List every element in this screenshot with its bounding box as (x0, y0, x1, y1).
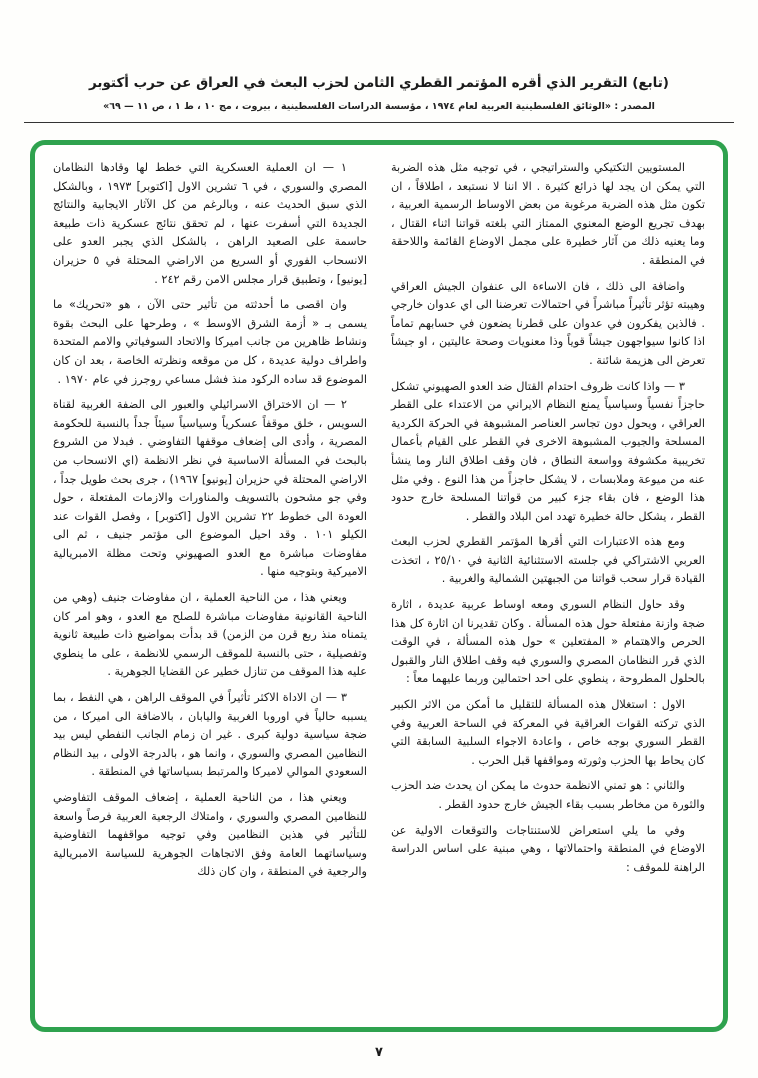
column-right (391, 159, 705, 1017)
paragraph: ٢ — ان الاختراق الاسرائيلي والعبور الى الضفة الغربية لقناة السويس ، خلق موقفاً عسكرياً وسياسياً سيئاً جداً بالنسبة للحكومة المصرية ، وأدى الى إضعاف موقفها التفاوضي . فبدلا من الشروع بالبحث في المسألة الاساسية في نظر الانظمة (اي الانسحاب من الاراضي المحتلة في حزيران [يونيو] ١٩٦٧) ، جرى بحث طويل جداً ، وفي جو مشحون بالتسويف والمناورات والازمات المفتعلة ، حول العودة الى خطوط ٢٢ تشرين الاول [اكتوبر] ، وفصل القوات عند الكيلو ١٠١ . وقد احيل الموضوع الى مؤتمر جنيف ، ثم الى مفاوضات مباشرة مع العدو الصهيوني وتحت مظلة الامبريالية الاميركية وبتوجيه منها . (53, 398, 367, 579)
text-columns (53, 159, 705, 1017)
paragraph: ٣ — واذا كانت ظروف احتدام القتال ضد العدو الصهيوني تشكل حاجزاً نفسياً وسياسياً يمنع النظام الايراني من الاعتداء على القطر العراقي ، ويحول دون تجاسر العناصر المشبوهة في الحركة الكردية المسلحة والجيوب المشبوهة الاخرى في القطر على القيام بأعمال تخريبية مكشوفة وواسعة النطاق ، فان وقف اطلاق النار وما ينشأ عنه من ميوعة وملابسات ، لا يشكل حاجزاً من هذا النوع . وفي مثل هذا الوضع ، فان بقاء جزء كبير من قواتنا المسلحة خارج حدود القطر ، يشكل حالة خطيرة تهدد امن البلاد والقطر . (391, 379, 705, 523)
paragraph: وان اقصى ما أحدثته من تأثير حتى الآن ، هو «تحريك» ما يسمى بـ « أزمة الشرق الاوسط » ، وطرحها على البحث بقوة ونشاط ظاهرين من جانب اميركا والاتحاد السوفياتي والامم المتحدة واطراف دولية عديدة ، كل من موقعه ونظرته الخاصة ، بعد ان كان الموضوع قد ساده الركود منذ فشل مساعي روجرز في عام ١٩٧٠ . (53, 298, 367, 386)
paragraph: ومع هذه الاعتبارات التي أقرها المؤتمر القطري لحزب البعث العربي الاشتراكي في جلسته الاستثنائية الثانية في ٢٥/١٠ ، اتخذت القيادة قرار سحب قواتنا من الجبهتين الشمالية والغربية . (391, 535, 705, 586)
paragraph: واضافة الى ذلك ، فان الاساءة الى عنفوان الجيش العراقي وهيبته تؤثر تأثيراً مباشراً في احتمالات تعرضنا الى اي عدوان خارجي . فالذين يفكرون في عدوان على قطرنا يضعون في حسابهم تماماً اذا كانوا سيواجهون جيشاً قوياً وذا معنويات وصحة عاليتين ، او جيشاً تعرض الى هزيمة شائنة . (391, 279, 705, 367)
paragraph: وقد حاول النظام السوري ومعه اوساط عربية عديدة ، اثارة ضجة وازنة مفتعلة حول هذه المسألة . وكان تقديرنا ان اثارة كل هذا الحرص والاهتمام « المفتعلين » حول هذه المسألة ، في الوقت الذي قرر النظامان المصري والسوري فيه وقف اطلاق النار والقبول بالحلول المطروحة ، ينطوي على احد احتمالين وربما عليهما معاً : (391, 598, 705, 686)
paragraph: ٣ — ان الاداة الاكثر تأثيراً في الموقف الراهن ، هي النفط ، بما يسببه حالياً في اوروبا الغربية واليابان ، بالاضافة الى اميركا ، من ضجة سياسية دولية كبرى . غير ان زمام الجانب النفطي ليس بيد النظامين المصري والسوري ، وانما هو ، بالدرجة الاولى ، بيد النظام السعودي الموالي لاميركا والمرتبط بسياساتها في المنطقة . (53, 691, 367, 779)
paragraph: والثاني : هو تمني الانظمة حدوث ما يمكن ان يحدث ضد الحزب والثورة من مخاطر بسبب بقاء الجيش خارج حدود القطر . (391, 779, 705, 811)
paragraph: ويعني هذا ، من الناحية العملية ، إضعاف الموقف التفاوضي للنظامين المصري والسوري ، وامتلاك الرجعية العربية فرصاً واسعة للتأثير في هذين النظامين وفي توجيه مواقفهما التفاوضية وسياساتهما العامة وفق الاتجاهات الجوهرية للسياسة الامبريالية والرجعية في المنطقة ، وان كان ذلك (53, 791, 367, 879)
paragraph: وفي ما يلي استعراض للاستنتاجات والتوقعات الاولية عن الاوضاع في المنطقة واحتمالاتها ، وهي مبنية على اساس الدراسة الراهنة للموقف : (391, 823, 705, 874)
page-title: (تابع) التقرير الذي أقره المؤتمر القطري الثامن لحزب البعث في العراق عن حرب أكتوبر (89, 75, 669, 91)
header-divider (24, 122, 734, 123)
page-number: ٧ (375, 1045, 383, 1060)
content-frame (30, 140, 728, 1032)
paragraph: المستويين التكتيكي والستراتيجي ، في توجيه مثل هذه الضربة التي يمكن ان يجد لها ذرائع كثيرة . الا اننا لا نستبعد ، اطلاقاً ، ان تكون مثل هذه الضربة مرغوبة من بعض الاوساط الرسمية العربية ، بهدف تجريع الوضع المعنوي الممتاز التي بلغته قواتنا اثناء القتال ، وما يعنيه ذلك من آثار خطيرة على مجمل الاوضاع القائمة واللاحقة في المنطقة . (391, 161, 705, 267)
paragraph: ١ — ان العملية العسكرية التي خطط لها وقادها النظامان المصري والسوري ، في ٦ تشرين الاول [اكتوبر] ١٩٧٣ ، وبالشكل الذي سبق الحديث عنه ، وبالرغم من كل الآثار الايجابية والنتائج الجديدة التي أسفرت عنها ، لم تحقق نتائج عسكرية ذات طبيعة حاسمة على الصعيد الراهن ، بالشكل الذي يجبر العدو على الانسحاب الفوري أو السريع من الاراضي المحتلة في ٥ حزيران [يونيو] ، وتطبيق قرار مجلس الامن رقم ٢٤٢ . (53, 161, 368, 286)
paragraph: الاول : استغلال هذه المسألة للتقليل ما أمكن من الاثر الكبير الذي تركته القوات العراقية في المعركة في الساحة العربية وفي القطر السوري بوجه خاص ، واعادة الاجواء السلبية السابقة التي كان يحاط بها الحزب وثورته ومواقفها قبل الحرب . (391, 698, 705, 767)
page-footer (0, 1041, 758, 1060)
paragraph: ويعني هذا ، من الناحية العملية ، ان مفاوضات جنيف (وهي من الناحية القانونية مفاوضات مباشرة للصلح مع العدو ، وهو امر كان يتمناه منذ ربع قرن من الزمن) قد بدأت بمواضيع ذات طبيعة ثانوية وتفصيلية ، حتى بالنسبة للموقف الرسمي للانظمة ، على ما ينطوي عليه هذا الموقف من تنازل خطير عن القضايا الجوهرية . (53, 591, 367, 679)
source-line: المصدر : «الوثائق الفلسطينية العربية لعام ١٩٧٤ ، مؤسسة الدراسات الفلسطينية ، بيروت ، مج ١٠ ، ط ١ ، ص ١١ — ٦٩» (103, 100, 655, 112)
column-left (53, 159, 367, 1017)
document-header (0, 0, 758, 112)
